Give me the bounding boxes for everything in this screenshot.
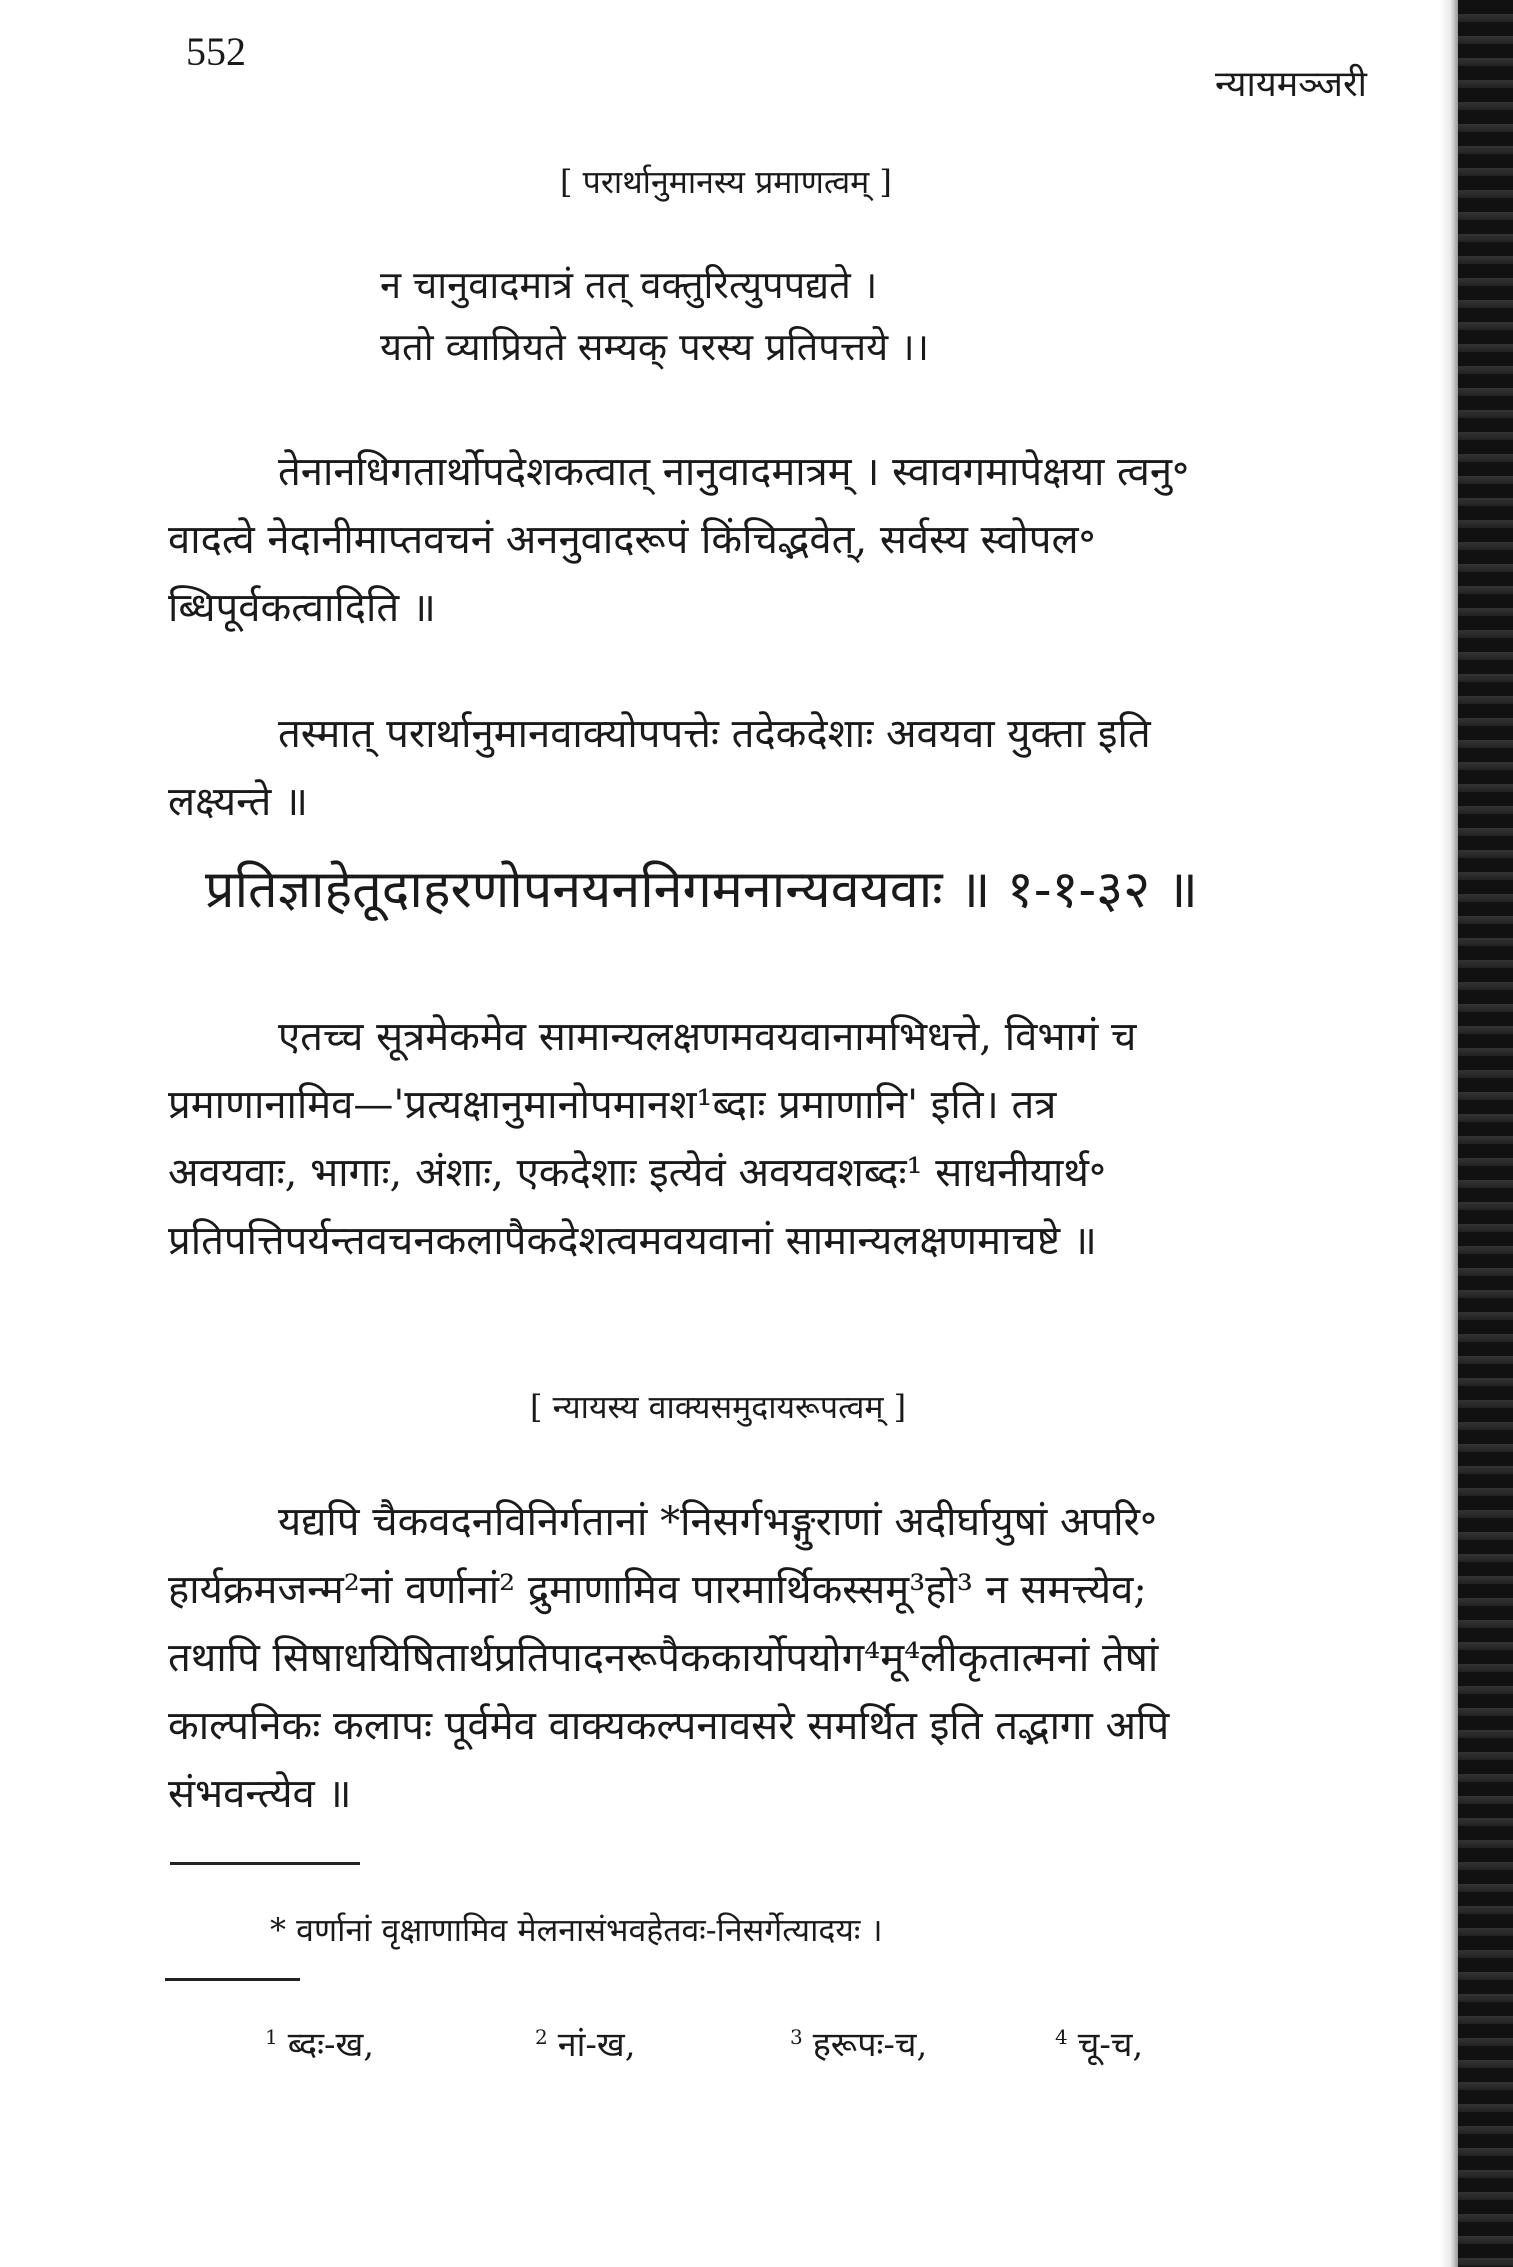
paragraph-line: ब्धिपूर्वकत्वादिति ॥ [168,585,436,631]
verse-line-2: यतो व्याप्रियते सम्यक् परस्य प्रतिपत्तये ।। [380,325,930,369]
sutra-line: प्रतिज्ञाहेतूदाहरणोपनयननिगमनान्यवयवाः ॥ १-१-३२ ॥ [205,860,1198,920]
paragraph-line: अवयवाः, भागाः, अंशाः, एकदेशाः इत्येवं अवयवशब्दः¹ साधनीयार्थ॰ [168,1150,1106,1196]
paragraph-4 [168,1488,1388,1828]
variant-note-3: $^3$ हरूपः-च, [790,2024,928,2065]
running-head: न्यायमञ्जरी [1215,64,1367,105]
variant-note-4: $^4$ चू-च, [1055,2024,1144,2065]
paragraph-line: संभवन्त्येव ॥ [168,1771,352,1817]
section-heading-2: [ न्यायस्य वाक्यसमुदायरूपत्वम् ] [530,1388,907,1426]
paragraph-line: तथापि सिषाधयिषितार्थप्रतिपादनरूपैककार्योपयोग⁴मू⁴लीकृतात्मनां तेषां [168,1635,1159,1681]
variants-rule [165,1978,300,1981]
page-gutter-shadow [1440,0,1458,2267]
variant-note-2: $^2$ नां-ख, [535,2024,636,2065]
footnote-rule [170,1862,360,1865]
footnote-star: * वर्णानां वृक्षाणामिव मेलनासंभवहेतवः-निसर्गेत्यादयः । [270,1911,883,1949]
paragraph-2 [168,700,1388,836]
paragraph-1 [168,438,1388,642]
paragraph-line: काल्पनिकः कलापः पूर्वमेव वाक्यकल्पनावसरे समर्थित इति तद्भागा अपि [168,1703,1170,1749]
paragraph-3 [168,1003,1388,1275]
paragraph-line: प्रतिपत्तिपर्यन्तवचनकलापैकदेशत्वमवयवानां सामान्यलक्षणमाचष्टे ॥ [168,1218,1097,1264]
paragraph-line: एतच्च सूत्रमेकमेव सामान्यलक्षणमवयवानामभिधत्ते, विभागं च [278,1014,1137,1060]
paragraph-line: वादत्वे नेदानीमाप्तवचनं अननुवादरूपं किंचिद्भवेत्, सर्वस्य स्वोपल॰ [168,517,1096,563]
paragraph-line: तस्मात् परार्थानुमानवाक्योपपत्तेः तदेकदेशाः अवयवा युक्ता इति [278,711,1151,757]
paragraph-line: तेनानधिगतार्थोपदेशकत्वात् नानुवादमात्रम् । स्वावगमापेक्षया त्वनु॰ [278,449,1190,495]
paragraph-line: प्रमाणानामिव—'प्रत्यक्षानुमानोपमानश¹ब्दाः प्रमाणानि' इति। तत्र [168,1082,1057,1128]
paragraph-line: हार्यक्रमजन्म²नां वर्णानां² द्रुमाणामिव पारमार्थिकस्समू³हो³ न समत्त्येव; [168,1567,1147,1613]
variant-note-1: $^1$ ब्दः-ख, [265,2024,375,2065]
page-number: 552 [186,29,246,74]
verse-line-1: न चानुवादमात्रं तत् वक्तुरित्युपपद्यते । [380,263,878,307]
section-heading-1: [ परार्थानुमानस्य प्रमाणत्वम् ] [560,163,892,201]
paragraph-line: लक्ष्यन्ते ॥ [168,779,308,825]
book-spine [1458,0,1513,2267]
paragraph-line: यद्यपि चैकवदनविनिर्गतानां *निसर्गभङ्गुराणां अदीर्घायुषां अपरि॰ [278,1499,1157,1545]
